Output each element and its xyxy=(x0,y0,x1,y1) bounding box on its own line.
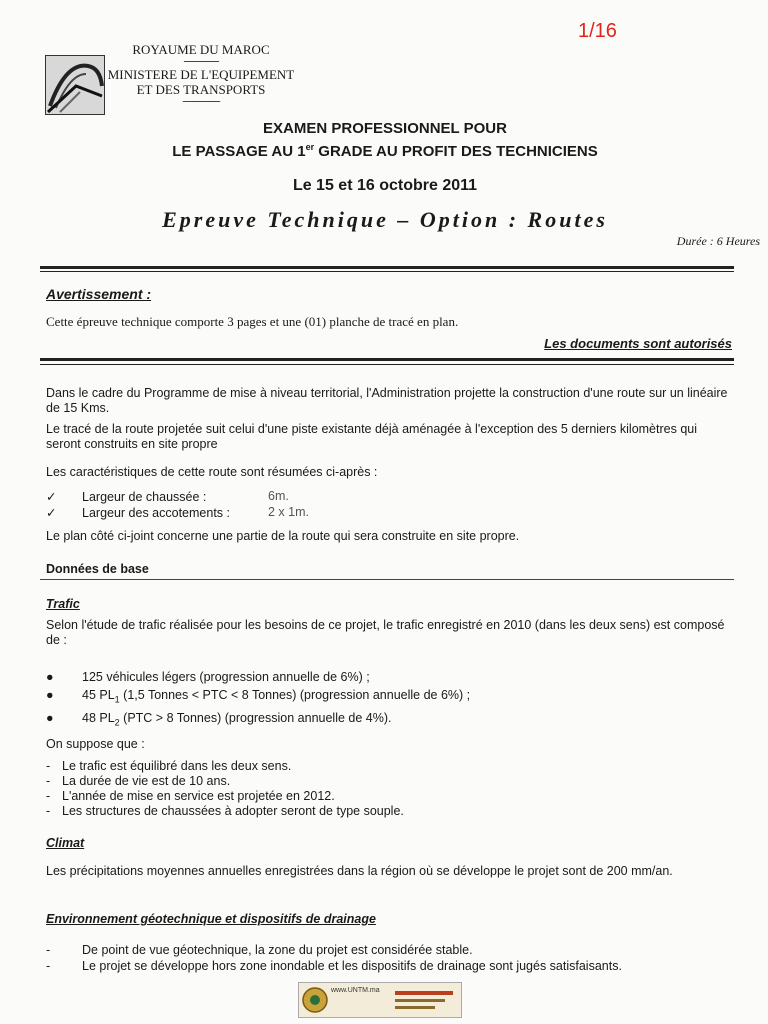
bullet-icon: ● xyxy=(46,688,54,702)
intro-paragraph: Les caractéristiques de cette route sont résumées ci-après : xyxy=(46,465,378,479)
exam-date: Le 15 et 16 octobre 2011 xyxy=(292,177,478,194)
section-heading: Données de base xyxy=(46,562,149,576)
assumption: Le trafic est équilibré dans les deux sens. xyxy=(62,759,292,773)
text-part: (1,5 Tonnes < PTC < 8 Tonnes) (progression annuelle de 6%) ; xyxy=(119,688,471,702)
ministry-line1: MINISTERE DE L'EQUIPEMENT xyxy=(107,67,295,82)
ministry-block xyxy=(106,42,296,107)
list-item xyxy=(46,668,470,686)
check-icon: ✓ xyxy=(46,490,57,504)
characteristics-list xyxy=(46,489,230,521)
documents-allowed: Les documents sont autorisés xyxy=(544,336,732,351)
trafic-text: Selon l'étude de trafic réalisée pour les besoins de ce projet, le trafic enregistré en 2010 (dans les deux sens) est composé de : xyxy=(46,618,725,647)
dash-marker: - xyxy=(46,759,51,773)
list-item xyxy=(46,505,230,521)
assumption: La durée de vie est de 10 ans. xyxy=(62,774,231,788)
dash-marker: - xyxy=(46,789,51,803)
exam-title-line1: EXAMEN PROFESSIONNEL POUR xyxy=(263,120,507,137)
list-item xyxy=(46,958,622,974)
char-value: 2 x 1m. xyxy=(268,505,309,519)
list-item xyxy=(46,942,622,958)
climat-heading: Climat xyxy=(46,836,85,850)
list-item xyxy=(46,774,404,789)
geo-item: De point de vue géotechnique, la zone du projet est considérée stable. xyxy=(82,943,473,957)
suppose-label: On suppose que : xyxy=(46,737,145,751)
separator: --------------- xyxy=(183,56,219,67)
dash-marker: - xyxy=(46,774,51,788)
traffic-list xyxy=(46,668,470,731)
divider xyxy=(40,358,734,361)
untm-footer-logo xyxy=(298,982,462,1018)
text-part: 48 PL xyxy=(82,710,115,725)
char-label: Largeur des accotements : xyxy=(82,506,230,520)
trafic-heading: Trafic xyxy=(46,597,80,611)
dash-marker: - xyxy=(46,943,51,957)
intro-paragraph: Dans le cadre du Programme de mise à niveau territorial, l'Administration projette la construction d'une route sur un linéaire de 15 Kms. xyxy=(46,386,728,415)
kingdom-label: ROYAUME DU MAROC xyxy=(132,42,270,57)
char-label: Largeur de chaussée : xyxy=(82,490,207,504)
separator: ---------------- xyxy=(182,96,220,107)
road-emblem-icon xyxy=(46,56,104,114)
title-sup: er xyxy=(305,142,315,152)
dash-marker: - xyxy=(46,959,51,973)
geo-heading: Environnement géotechnique et dispositifs de drainage xyxy=(46,912,376,926)
warning-text: Cette épreuve technique comporte 3 pages et une (01) planche de tracé en plan. xyxy=(46,314,459,329)
geo-list xyxy=(46,942,622,974)
climat-text: Les précipitations moyennes annuelles enregistrées dans la région où se développe le projet sont de 200 mm/an. xyxy=(46,864,673,878)
char-value: 6m. xyxy=(268,489,289,503)
footer-site: www.UNTM.ma xyxy=(331,987,380,994)
assumption: Les structures de chaussées à adopter seront de type souple. xyxy=(62,804,404,818)
assumption: L'année de mise en service est projetée en 2012. xyxy=(62,789,335,803)
union-emblem-icon xyxy=(299,983,461,1017)
title-part: LE PASSAGE AU 1 xyxy=(172,143,306,160)
divider xyxy=(40,271,734,272)
divider xyxy=(40,364,734,365)
list-item xyxy=(46,789,404,804)
check-icon: ✓ xyxy=(46,506,57,520)
bullet-icon: ● xyxy=(46,670,54,684)
divider xyxy=(40,579,734,580)
traffic-item xyxy=(82,686,470,709)
epreuve-title: Epreuve Technique – Option : Routes xyxy=(162,207,608,232)
text-part: 45 PL xyxy=(82,688,115,702)
subscript: 2 xyxy=(114,717,120,727)
subscript: 1 xyxy=(114,694,120,705)
ministry-line2: ET DES TRANSPORTS xyxy=(136,82,266,97)
page-number: 1/16 xyxy=(578,20,617,42)
list-item xyxy=(46,686,470,709)
ministry-logo xyxy=(45,55,105,115)
list-item xyxy=(46,709,470,732)
traffic-item: 125 véhicules légers (progression annuelle de 6%) ; xyxy=(82,670,370,684)
traffic-item xyxy=(82,709,391,732)
intro-paragraph: Le plan côté ci-joint concerne une partie de la route qui sera construite en site propre. xyxy=(46,529,520,543)
text-part: (PTC > 8 Tonnes) (progression annuelle de 4%). xyxy=(119,710,392,725)
geo-item: Le projet se développe hors zone inondable et les dispositifs de drainage sont jugés satisfaisants. xyxy=(82,959,622,973)
bullet-icon: ● xyxy=(46,710,54,725)
list-item xyxy=(46,804,404,819)
title-part: GRADE AU PROFIT DES TECHNICIENS xyxy=(314,143,598,160)
divider xyxy=(40,266,734,269)
list-item xyxy=(46,759,404,774)
warning-heading: Avertissement : xyxy=(46,286,152,302)
list-item xyxy=(46,489,230,505)
intro-paragraph: Le tracé de la route projetée suit celui d'une piste existante déjà aménagée à l'exception des 5 derniers kilomètres qui seront construits en site propre xyxy=(46,422,698,451)
assumptions-list xyxy=(46,759,404,819)
dash-marker: - xyxy=(46,804,51,818)
duration: Durée : 6 Heures xyxy=(676,234,760,248)
exam-title-line2 xyxy=(40,142,730,160)
